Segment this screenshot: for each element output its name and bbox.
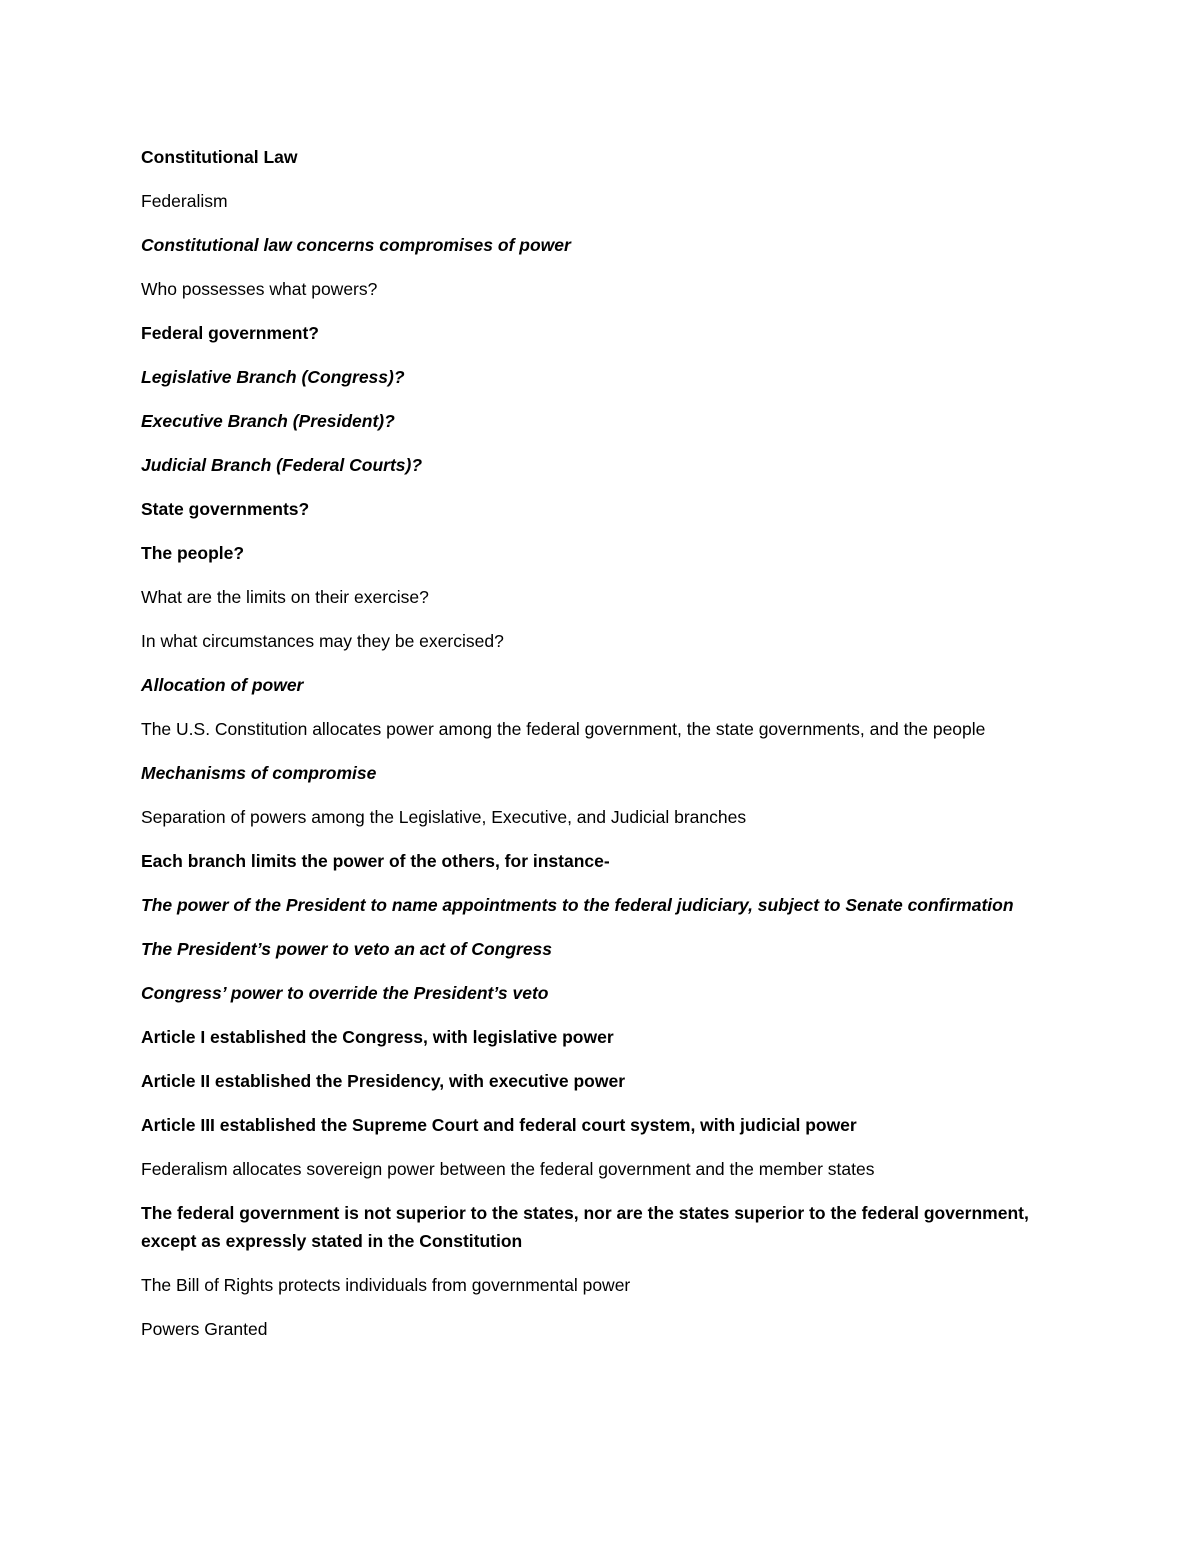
paragraph: Who possesses what powers? [141,279,378,299]
paragraph: The federal government is not superior to the states, nor are the states superior to the federal government, except as expressly stated in the Constitution [141,1203,1029,1251]
section-heading: Allocation of power [141,675,304,695]
paragraph: The Bill of Rights protects individuals from governmental power [141,1275,631,1295]
paragraph: Article II established the Presidency, with executive power [141,1071,626,1091]
paragraph: Article III established the Supreme Court and federal court system, with judicial power [141,1115,857,1135]
paragraph: Each branch limits the power of the others, for instance- [141,851,610,871]
paragraph: Powers Granted [141,1319,268,1339]
paragraph: State governments? [141,499,310,519]
paragraph: The people? [141,543,245,563]
paragraph: The President’s power to veto an act of Congress [141,939,553,959]
paragraph: Federalism allocates sovereign power between the federal government and the member states [141,1159,875,1179]
section-heading: Mechanisms of compromise [141,763,377,783]
document-body [141,143,1041,1359]
paragraph: Executive Branch (President)? [141,411,395,431]
paragraph: Constitutional law concerns compromises of power [141,235,571,255]
paragraph: Judicial Branch (Federal Courts)? [141,455,423,475]
document-title: Constitutional Law [141,147,298,167]
paragraph: In what circumstances may they be exercised? [141,631,504,651]
paragraph: Legislative Branch (Congress)? [141,367,405,387]
paragraph: The power of the President to name appointments to the federal judiciary, subject to Senate confirmation [141,895,1014,915]
paragraph: Congress’ power to override the President’s veto [141,983,549,1003]
paragraph: Federalism [141,191,228,211]
paragraph: Separation of powers among the Legislative, Executive, and Judicial branches [141,807,747,827]
paragraph: What are the limits on their exercise? [141,587,429,607]
paragraph: The U.S. Constitution allocates power among the federal government, the state governments, and the people [141,719,986,739]
paragraph: Article I established the Congress, with legislative power [141,1027,614,1047]
paragraph: Federal government? [141,323,319,343]
